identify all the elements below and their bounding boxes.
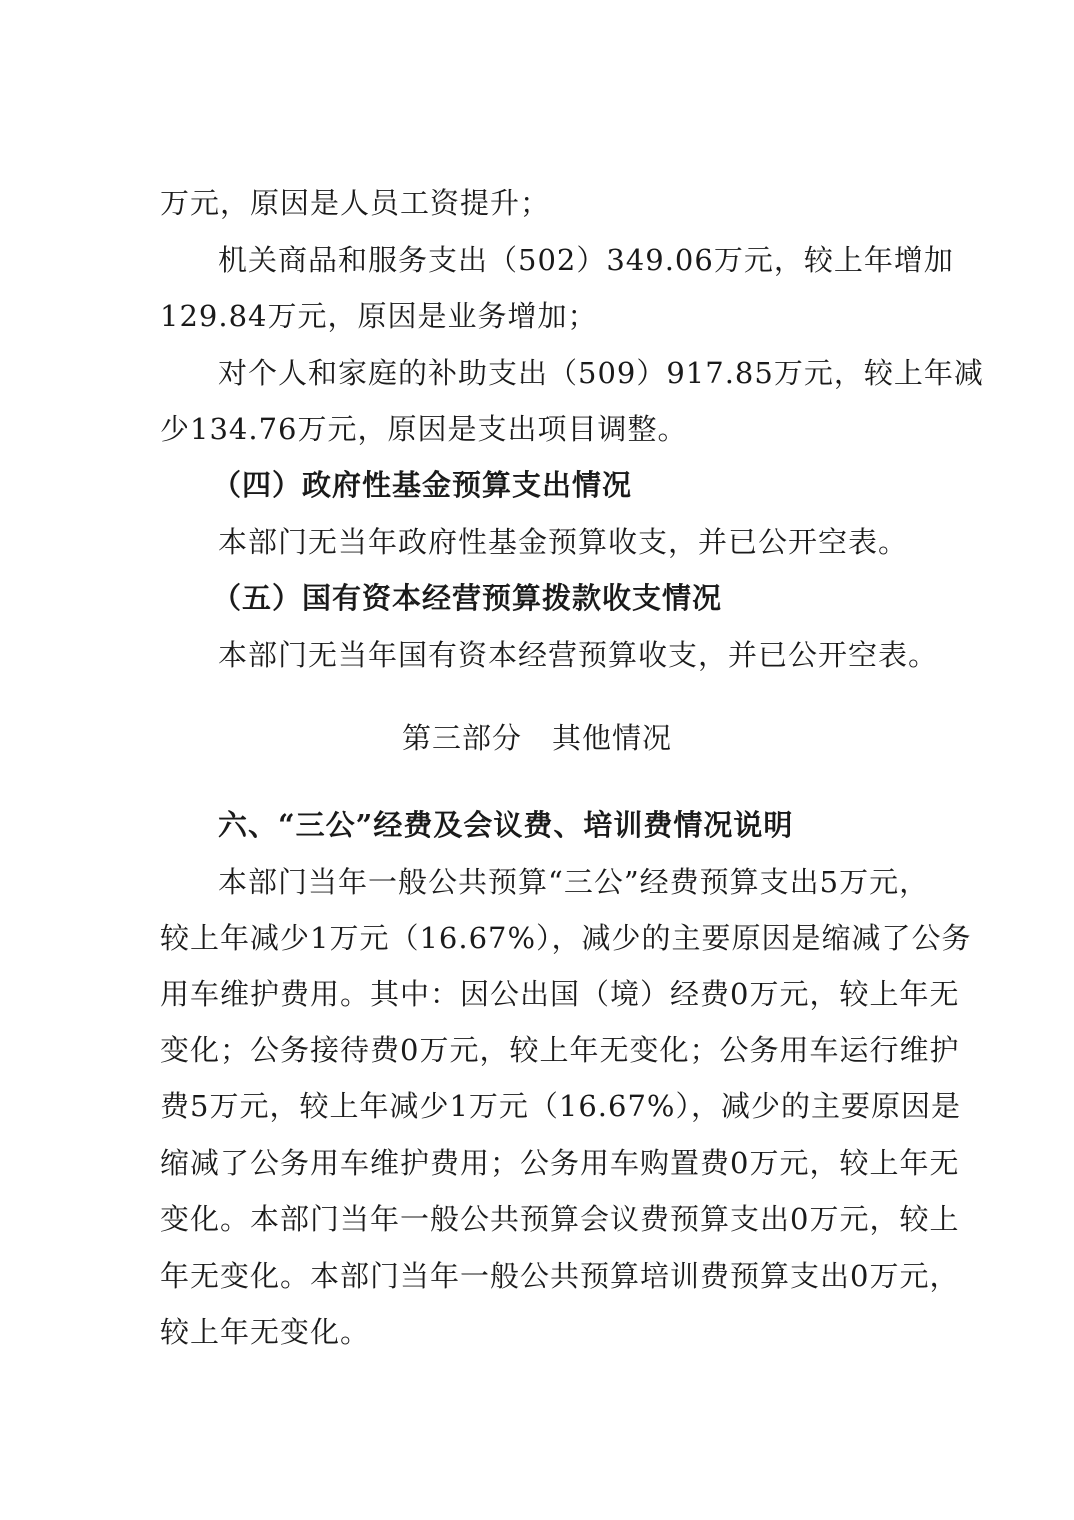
section-5-body: 本部门无当年国有资本经营预算收支，并已公开空表。 xyxy=(218,638,939,672)
section-6-line-9: 较上年无变化。 xyxy=(160,1315,371,1349)
paragraph-a-line-1: 万元，原因是人员工资提升； xyxy=(160,186,551,220)
paragraph-b-line-2: 129.84万元，原因是业务增加； xyxy=(160,299,598,333)
section-6-line-2: 较上年减少1万元（16.67%），减少的主要原因是缩减了公务 xyxy=(160,921,972,955)
paragraph-c-line-2: 少134.76万元，原因是支出项目调整。 xyxy=(160,412,688,446)
section-6-line-1: 本部门当年一般公共预算“三公”经费预算支出5万元， xyxy=(218,865,930,899)
section-6-line-8: 年无变化。本部门当年一般公共预算培训费预算支出0万元， xyxy=(160,1259,960,1293)
section-5-heading: （五）国有资本经营预算拨款收支情况 xyxy=(212,581,723,615)
section-4-heading: （四）政府性基金预算支出情况 xyxy=(212,468,633,502)
paragraph-c-line-1: 对个人和家庭的补助支出（509）917.85万元，较上年减 xyxy=(218,356,984,390)
section-4-body: 本部门无当年政府性基金预算收支，并已公开空表。 xyxy=(218,525,909,559)
section-6-line-6: 缩减了公务用车维护费用；公务用车购置费0万元，较上年无 xyxy=(160,1146,960,1180)
paragraph-b-line-1: 机关商品和服务支出（502）349.06万元，较上年增加 xyxy=(218,243,954,277)
section-6-line-3: 用车维护费用。其中：因公出国（境）经费0万元，较上年无 xyxy=(160,977,960,1011)
section-6-line-4: 变化；公务接待费0万元，较上年无变化；公务用车运行维护 xyxy=(160,1033,960,1067)
section-6-heading: 六、“三公”经费及会议费、培训费情况说明 xyxy=(218,808,794,842)
section-6-line-5: 费5万元，较上年减少1万元（16.67%），减少的主要原因是 xyxy=(160,1089,961,1123)
part-three-heading: 第三部分 其他情况 xyxy=(401,721,672,755)
section-6-line-7: 变化。本部门当年一般公共预算会议费预算支出0万元，较上 xyxy=(160,1202,960,1236)
